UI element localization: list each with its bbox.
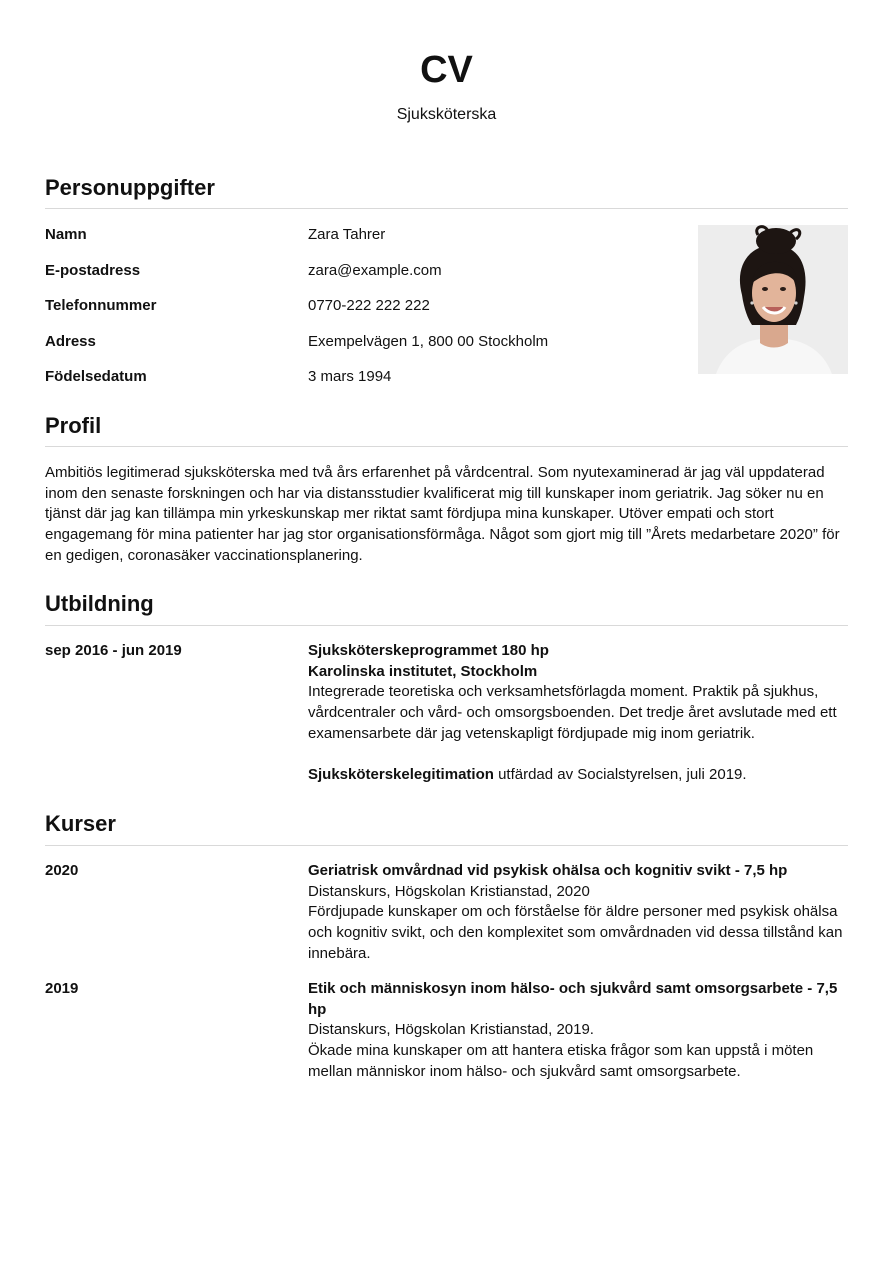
label-birthdate: Födelsedatum xyxy=(45,368,147,385)
license-details: utfärdad av Socialstyrelsen, juli 2019. xyxy=(493,766,747,784)
profile-photo xyxy=(698,225,848,374)
education-title: Sjuksköterskeprogrammet 180 hp xyxy=(308,642,549,659)
education-entry xyxy=(308,641,848,786)
label-address: Adress xyxy=(45,333,96,350)
education-description: Integrerade teoretiska och verksamhetsförlagda moment. Praktik på sjukhus, vårdcentraler och vård- och omsorgsboenden. Det tredje året avslutade med ett examensarbete där jag vetenskapligt fördjupade mig inom geriatrik. xyxy=(308,683,837,742)
label-name: Namn xyxy=(45,226,87,243)
profile-text: Ambitiös legitimerad sjuksköterska med två års erfarenhet på vårdcentral. Som nyutexaminerad är jag väl uppdaterad inom den senaste forskningen och har via distansstudier kvalificerat mig till kunskaper inom geriatrik. Jag söker nu en tjänst där jag kan tillämpa min yrkeskunskap mer riktat samt fördjupa mina kunskaper. Utöver empati och stort engagemang för mina patienter har jag stor organisationsförmåga. Något som gjort mig till ”Årets medarbetare 2020” för en gedigen, coronasäker vaccinationsplanering. xyxy=(45,464,840,564)
license-title: Sjuksköterskelegitimation xyxy=(308,766,494,784)
section-title-courses: Kurser xyxy=(45,811,116,836)
section-divider xyxy=(45,845,848,846)
cv-subtitle: Sjuksköterska xyxy=(396,106,497,123)
license-line xyxy=(308,765,848,786)
section-title-education: Utbildning xyxy=(45,591,154,616)
course-provider: Distanskurs, Högskolan Kristianstad, 2020 xyxy=(308,882,590,900)
course-title: Etik och människosyn inom hälso- och sjukvård samt omsorgsarbete - 7,5 hp xyxy=(308,980,838,1018)
education-school: Karolinska institutet, Stockholm xyxy=(308,662,538,680)
value-phone: 0770-222 222 222 xyxy=(308,297,430,314)
section-title-profile: Profil xyxy=(45,413,102,438)
course-description: Fördjupade kunskaper om och förståelse för äldre personer med psykisk ohälsa och kognitiv svikt, och den komplexitet som omvårdnaden vid dessa tillstånd kan innebära. xyxy=(308,903,843,962)
value-name: Zara Tahrer xyxy=(308,226,386,243)
label-email: E-postadress xyxy=(45,262,141,279)
cv-title: CV xyxy=(420,49,473,91)
education-period: sep 2016 - jun 2019 xyxy=(45,642,182,659)
course-entry xyxy=(308,861,848,965)
value-birthdate: 3 mars 1994 xyxy=(308,368,392,385)
section-divider xyxy=(45,446,848,447)
section-divider xyxy=(45,625,848,626)
course-title: Geriatrisk omvårdnad vid psykisk ohälsa och kognitiv svikt - 7,5 hp xyxy=(308,862,788,879)
course-description: Ökade mina kunskaper om att hantera etiska frågor som kan uppstå i möten mellan människor inom hälso- och sjukvård samt omsorgsarbete. xyxy=(308,1042,814,1080)
course-entry xyxy=(308,979,848,1083)
section-divider xyxy=(45,208,848,209)
value-address: Exempelvägen 1, 800 00 Stockholm xyxy=(308,333,549,350)
value-email: zara@example.com xyxy=(308,262,442,279)
course-year: 2020 xyxy=(45,862,79,879)
section-title-personal: Personuppgifter xyxy=(45,175,215,200)
course-provider: Distanskurs, Högskolan Kristianstad, 2019. xyxy=(308,1021,594,1039)
label-phone: Telefonnummer xyxy=(45,297,157,314)
course-year: 2019 xyxy=(45,980,79,997)
